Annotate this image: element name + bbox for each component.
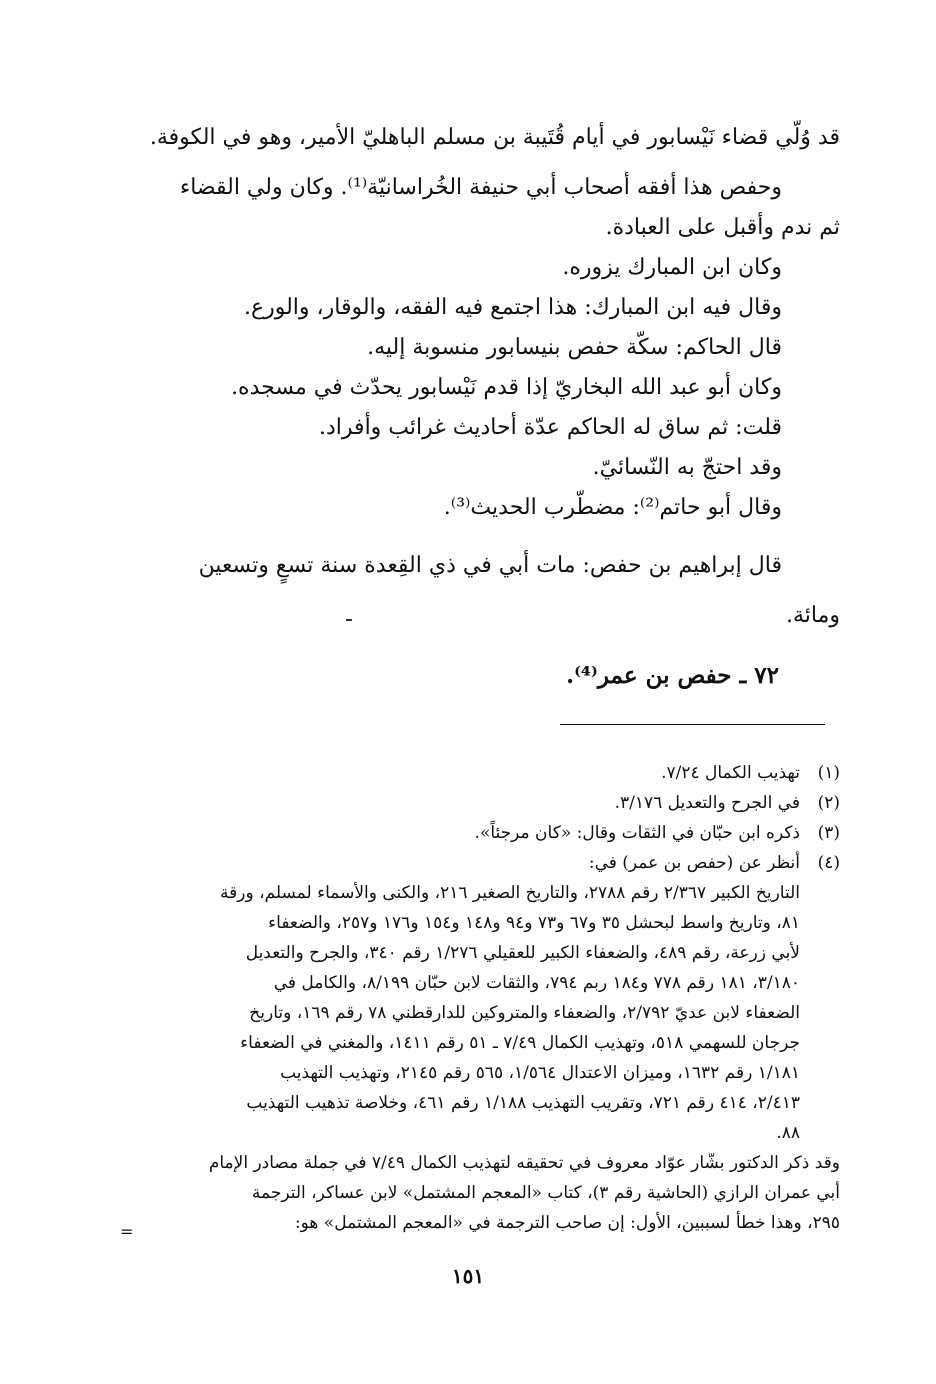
footnote-text: ذكره ابن حبّان في الثقات وقال: «كان مرجئاً». — [474, 823, 800, 843]
footnote-line: ٨٨. — [776, 1123, 800, 1143]
entry-heading: ٧٢ ـ حفص بن عمر⁽⁴⁾. — [566, 662, 779, 689]
text-line: قال إبراهيم بن حفص: مات أبي في ذي القِعدة سنة تسعٍ وتسعين — [198, 553, 782, 578]
text-line: قد وُلّي قضاء نَيْسابور في أيام قُتَيبة بن مسلم الباهليّ الأمير، وهو في الكوفة. — [149, 125, 840, 150]
continuation-mark: = — [120, 1222, 134, 1241]
footnote-3 — [140, 818, 840, 848]
footnote-4 — [140, 848, 840, 878]
footnote-line: ٨١، وتاريخ واسط لبحشل ٣٥ و٦٧ و٧٣ و٩٤ و١٤٨ و١٥٤ و١٧٦ و٢٥٧، والضعفاء — [268, 913, 800, 933]
footnote-text: أنظر عن (حفص بن عمر) في: — [588, 853, 800, 873]
footnote-line: لأبي زرعة، رقم ٤٨٩، والضعفاء الكبير للعقيلي ١/٢٧٦ رقم ٣٤٠، والجرح والتعديل — [245, 943, 800, 963]
footnote-4-comment — [140, 1148, 840, 1238]
footnote-line: جرجان للسهمي ٥١٨، وتهذيب الكمال ٧/٤٩ ـ ٥١ رقم ١٤١١، والمغني في الضعفاء — [240, 1033, 800, 1053]
footnote-text: في الجرح والتعديل ٣/١٧٦. — [614, 793, 800, 813]
text-line: قلت: ثم ساق له الحاكم عدّة أحاديث غرائب وأفراد. — [319, 415, 782, 440]
footnote-number: (٤) — [817, 853, 840, 873]
text-line: وقال فيه ابن المبارك: هذا اجتمع فيه الفقه، والوقار، والورع. — [243, 295, 782, 320]
text-line: وكان ابن المبارك يزوره. — [562, 255, 782, 280]
text-line: وحفص هذا أفقه أصحاب أبي حنيفة الخُراسانيّة⁽¹⁾. وكان ولي القضاء — [179, 175, 782, 200]
footnote-separator — [560, 724, 825, 725]
footnote-number: (٢) — [817, 793, 840, 813]
footnote-number: (٣) — [817, 823, 840, 843]
text-line: قال الحاكم: سكّة حفص بنيسابور منسوبة إليه. — [367, 335, 782, 360]
page-number: ١٥١ — [451, 1264, 485, 1288]
footnote-line: ٢٩٥، وهذا خطأ لسببين، الأول: إن صاحب الترجمة في «المعجم المشتمل» هو: — [294, 1213, 840, 1233]
footnote-number: (١) — [817, 763, 840, 783]
text-line: وقد احتجّ به النّسائيّ. — [592, 455, 782, 480]
footnote-line: ٢/٤١٣، ٤١٤ رقم ٧٢١، وتقريب التهذيب ١/١٨٨ رقم ٤٦١، وخلاصة تذهيب التهذيب — [246, 1093, 800, 1113]
footnote-line: التاريخ الكبير ٢/٣٦٧ رقم ٢٧٨٨، والتاريخ الصغير ٢١٦، والكنى والأسماء لمسلم، ورقة — [220, 883, 800, 903]
text-line: وكان أبو عبد الله البخاريّ إذا قدم نَيْسابور يحدّث في مسجده. — [231, 375, 782, 400]
print-speck — [346, 619, 352, 621]
footnote-4-sources — [140, 878, 840, 1148]
main-text — [140, 118, 840, 636]
footnotes — [140, 758, 840, 1238]
footnote-line: وقد ذكر الدكتور بشّار عوّاد معروف في تحقيقه لتهذيب الكمال ٧/٤٩ في جملة مصادر الإمام — [208, 1153, 840, 1173]
text-line: ومائة. — [785, 603, 840, 628]
footnote-line: الضعفاء لابن عديّ ٢/٧٩٢، والضعفاء والمتروكين للدارقطني ٧٨ رقم ١٦٩، وتاريخ — [249, 1003, 800, 1023]
footnote-line: ١/١٨١ رقم ١٦٣٢، وميزان الاعتدال ١/٥٦٤، ٥٦٥ رقم ٢١٤٥، وتهذيب التهذيب — [280, 1063, 800, 1083]
text-line: ثم ندم وأقبل على العبادة. — [605, 215, 840, 240]
footnote-1 — [140, 758, 840, 788]
footnote-2 — [140, 788, 840, 818]
text-line: وقال أبو حاتم⁽²⁾: مضطّرب الحديث⁽³⁾. — [443, 495, 782, 520]
footnote-text: تهذيب الكمال ٧/٢٤. — [661, 763, 800, 783]
footnote-line: ٣/١٨٠، ١٨١ رقم ٧٧٨ و١٨٤ ربم ٧٩٤، والثقات لابن حبّان ٨/١٩٩، والكامل في — [273, 973, 800, 993]
footnote-line: أبي عمران الرازي (الحاشية رقم ٣)، كتاب «المعجم المشتمل» لابن عساكر، الترجمة — [251, 1183, 840, 1203]
